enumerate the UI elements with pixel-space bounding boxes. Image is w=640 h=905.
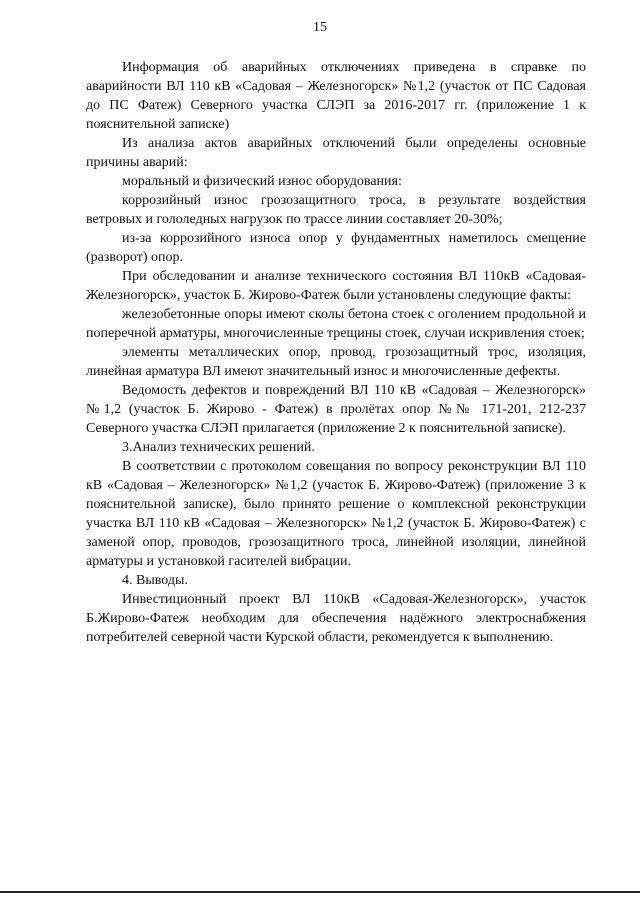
paragraph-outage-analysis: Из анализа актов аварийных отключений были определены основные причины аварий: [86, 136, 586, 170]
paragraph-defects-statement: Ведомость дефектов и повреждений ВЛ 110 кВ «Садовая – Железногорск» №1,2 (участок Б. Жирово - Фатеж) в пролётах опор №№ 171-201, 212-237 Северного участка СЛЭП прилагается (приложение 2 к пояснительной записке). [86, 383, 586, 436]
section-heading-technical-analysis: 3.Анализ технических решений. [122, 440, 315, 455]
paragraph-inspection: При обследовании и анализе технического состояния ВЛ 110кВ «Садовая-Железногорск», участок Б. Жирово-Фатеж были установлены следующие факты: [86, 269, 586, 303]
paragraph-concrete-supports: железобетонные опоры имеют сколы бетона стоек с оголением продольной и поперечной арматуры, многочисленные трещины стоек, случаи искривления стоек; [86, 307, 586, 341]
paragraph-reconstruction-decision: В соответствии с протоколом совещания по вопросу реконструкции ВЛ 110 кВ «Садовая – Железногорск» №1,2 (участок Б. Жирово-Фатеж) (приложение 3 к пояснительной записке), было принято решение о комплексной реконструкции участка ВЛ 110 кВ «Садовая – Железногорск» №1,2 (участок Б. Жирово-Фатеж) с заменой опор, проводов, грозозащитного троса, линейной изоляции, линейной арматуры и установкой гасителей вибрации. [86, 459, 586, 569]
paragraph-outage-info: Информация об аварийных отключениях приведена в справке по аварийности ВЛ 110 кВ «Садовая – Железногорск» №1,2 (участок от ПС Садовая до ПС Фатеж) Северного участка СЛЭП за 2016-2017 гг. (приложение 1 к пояснительной записке) [86, 60, 586, 132]
paragraph-metal-elements: элементы металлических опор, провод, грозозащитный трос, изоляция, линейная арматура ВЛ имеют значительный износ и многочисленные дефекты. [86, 345, 586, 379]
paragraph-wear-cause: моральный и физический износ оборудования: [122, 174, 402, 189]
document-body [86, 58, 586, 647]
section-heading-conclusions: 4. Выводы. [122, 573, 188, 588]
paragraph-support-shift: из-за коррозийного износа опор у фундаментных наметилось смещение (разворот) опор. [86, 231, 586, 265]
page-number: 15 [313, 20, 327, 35]
paragraph-conclusion: Инвестиционный проект ВЛ 110кВ «Садовая-Железногорск», участок Б.Жирово-Фатеж необходим для обеспечения надёжного электроснабжения потребителей северной части Курской области, рекомендуется к выполнению. [86, 592, 586, 645]
bottom-divider [0, 891, 640, 893]
paragraph-cable-corrosion: коррозийный износ грозозащитного троса, в результате воздействия ветровых и гололедных нагрузок по трассе линии составляет 20-30%; [86, 193, 586, 227]
